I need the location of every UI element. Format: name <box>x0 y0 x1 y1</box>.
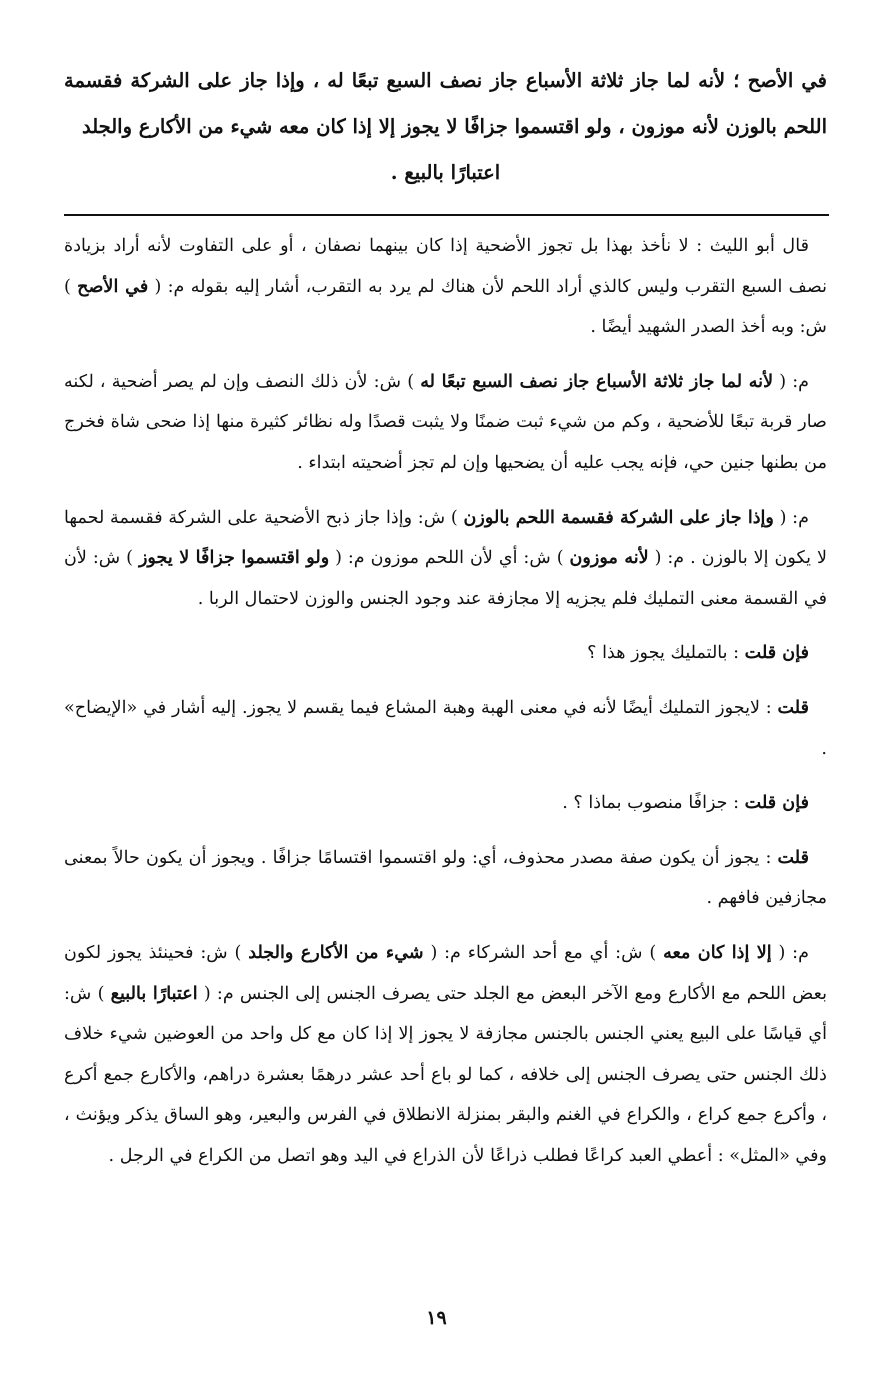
matn-text <box>64 58 827 196</box>
text-run: : جزافًا منصوب بماذا ؟ . <box>562 793 740 814</box>
separator-rule <box>64 214 829 216</box>
quoted-matn: في الأصح <box>77 275 149 297</box>
matn-line: في الأصح ؛ لأنه لما جاز ثلاثة الأسباع جاز نصف السبع تبعًا له ، وإذا جاز على الشركة فقسمة <box>64 69 827 92</box>
text-run: م: ( <box>778 942 810 963</box>
text-run: : يجوز أن يكون صفة مصدر محذوف، أي: ولو اقتسموا اقتسامًا جزافًا . ويجوز أن يكون حالاً بمعنى مجازفين فافهم . <box>64 847 827 909</box>
matn-line: اعتبارًا بالبيع . <box>390 161 501 184</box>
text-run: ) ش: أي لأن اللحم موزون م: ( <box>335 548 564 569</box>
text-run: قال أبو الليث : لا نأخذ بهذا بل تجوز الأضحية إذا كان بينهما نصفان ، أو على التفاوت لأنه أراد بزيادة نصف السبع التقرب وليس كالذي أراد اللحم لأن هناك لم يرد به التقرب، أشار إليه بقوله م: ( <box>64 236 828 297</box>
text-run: ) ش: أي قياسًا على البيع يعني الجنس بالجنس مجازفة لا يجوز إلا إذا كان مع كل واحد من العوضين شيء خلاف ذلك الجنس حتى يصرف الجنس إلى خلافه ، كما لو باع أحد عشر درهمًا بعشرة دراهم، والأكارع جمع أكرع ، وأكرع جمع كراع ، والكراع في الغنم والبقر بمنزلة الانطلاق في الفرس والبعير، وهو الساق يذكر ويؤنث ، وفي «المثل» : أعطي العبد كراعًا فطلب ذراعًا لأن الذراع في اليد وهو اتصل من الكراع في الرجل . <box>64 983 827 1166</box>
text-run: : لايجوز التمليك أيضًا لأنه في معنى الهبة وهبة المشاع فيما يقسم لا يجوز. إليه أشار في «الإيضاح» . <box>64 697 827 759</box>
text-run: ) ش: لأن في القسمة معنى التمليك فلم يجزيه إلا مجازفة عند وجود الجنس والوزن لاحتمال الربا . <box>64 548 827 609</box>
quoted-matn: إلا إذا كان معه <box>663 941 772 963</box>
commentary-paragraph <box>64 362 827 484</box>
quoted-matn: شيء من الأكارع والجلد <box>248 941 424 963</box>
question-label: فإن قلت <box>744 642 809 664</box>
text-run: ) ش: وبه أخذ الصدر الشهيد أيضًا . <box>64 276 827 338</box>
quoted-matn: ولو اقتسموا جزافًا لا يجوز <box>138 547 330 569</box>
text-run: ) ش: وإذا جاز ذبح الأضحية على الشركة فقسمة لحمها لا يكون إلا بالوزن . م: ( <box>64 507 828 569</box>
quoted-matn: اعتبارًا بالبيع <box>110 982 198 1004</box>
text-run: ) ش: لأن ذلك النصف وإن لم يصر أضحية ، لكنه صار قربة تبعًا للأضحية ، وكم من شيء ثبت ضمنًا ولا يثبت قصدًا وله نظائر كثيرة منها إذا ضحى شاة فخرج من بطنها جنين حي، فإنه يجب عليه أن يضحيها وإن لم تجز أضحيته ابتداء . <box>64 371 827 473</box>
text-run: : بالتمليك يجوز هذا ؟ <box>587 643 740 664</box>
quoted-matn: لأنه موزون <box>569 547 649 569</box>
text-run: م: ( <box>779 507 809 528</box>
text-run: ) ش: أي مع أحد الشركاء م: ( <box>430 942 657 963</box>
question-paragraph <box>64 783 827 824</box>
answer-paragraph <box>64 688 827 769</box>
commentary-paragraph <box>64 933 827 1177</box>
text-run: م: ( <box>779 371 810 392</box>
question-paragraph <box>64 633 827 674</box>
question-label: فإن قلت <box>744 792 809 814</box>
answer-paragraph <box>64 838 827 919</box>
quoted-matn: لأنه لما جاز ثلاثة الأسباع جاز نصف السبع تبعًا له <box>420 370 774 392</box>
answer-label: قلت <box>777 696 810 718</box>
text-run: ) ش: فحينئذ يجوز لكون بعض اللحم مع الأكارع ومع الآخر البعض مع الجلد حتى يصرف الجنس إلى الجنس م: ( <box>64 942 828 1004</box>
commentary-text <box>64 226 827 1190</box>
commentary-paragraph <box>64 226 827 348</box>
matn-line: اللحم بالوزن لأنه موزون ، ولو اقتسموا جزافًا لا يجوز إلا إذا كان معه شيء من الأكارع والجلد <box>81 115 827 138</box>
page-number: ١٩ <box>426 1307 447 1329</box>
answer-label: قلت <box>777 846 809 868</box>
commentary-paragraph <box>64 498 827 620</box>
quoted-matn: وإذا جاز على الشركة فقسمة اللحم بالوزن <box>463 506 774 528</box>
